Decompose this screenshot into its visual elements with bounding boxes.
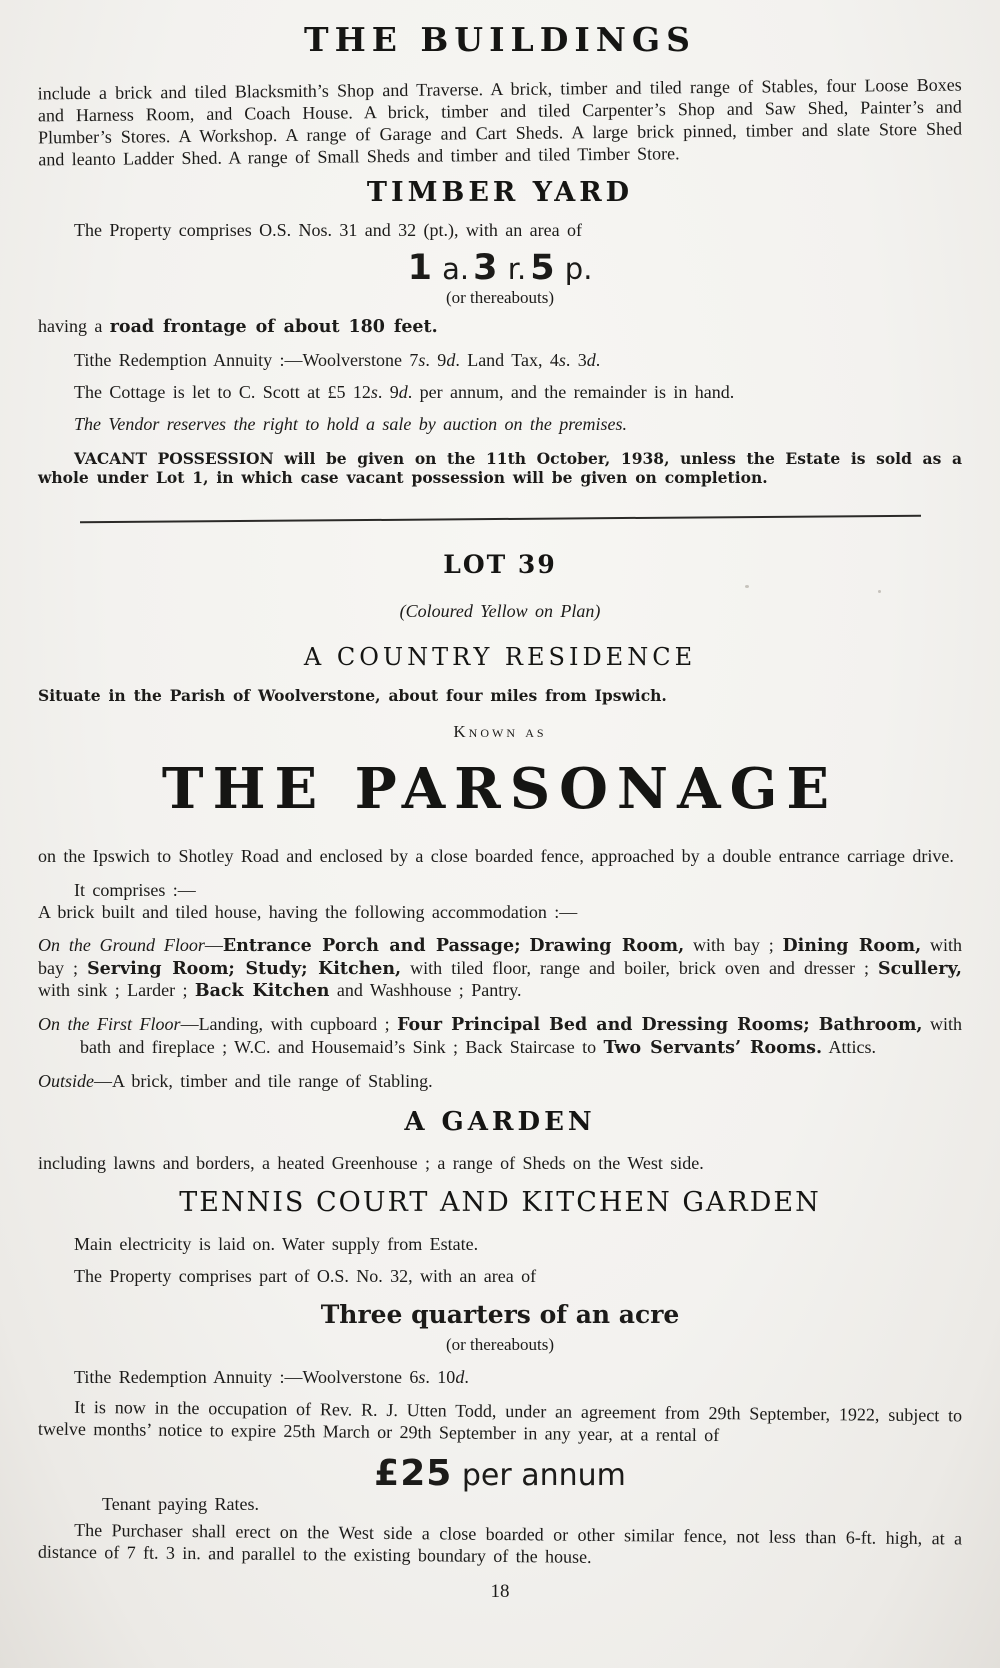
buildings-heading: THE BUILDINGS [304,20,696,59]
area-thereabouts: (or thereabouts) [445,287,555,307]
vacant-possession-paragraph: VACANT POSSESSION will be given on the 11th October, 1938, unless the Estate is sold as a whole under Lot 1, in which case vacant possession will be given on completion. [38,448,962,487]
property-area-intro: The Property comprises part of O.S. No. 32, with an area of [74,1265,537,1286]
acreage-thereabouts: (or thereabouts) [445,1334,555,1354]
occupation-paragraph: It is now in the occupation of Rev. R. J. Utten Todd, under an agreement from 29th September, 1922, subject to twelve months’ notice to expire 25th March or 29th September in any year, at a rental of [37,1396,963,1445]
lot-heading: LOT 39 [443,549,557,579]
location-paragraph: on the Ipswich to Shotley Road and enclosed by a close boarded fence, approached by a double entrance carriage drive. [38,845,954,866]
property-name-heading: THE PARSONAGE [161,755,839,822]
ground-floor-paragraph: On the Ground Floor—Entrance Porch and Passage; Drawing Room, with bay ; Dining Room, with bay ; Serving Room; Study; Kitchen, with tiled floor, range and boiler, brick oven and dresser ; Scullery, with sink ; Larder ; Back Kitchen and Washhouse ; Pantry. [38,935,962,1002]
tithe-annuity-line: Tithe Redemption Annuity :—Woolverstone 7s. 9d. Land Tax, 4s. 3d. [74,350,601,371]
situate-line: Situate in the Parish of Woolverstone, about four miles from Ipswich. [38,685,667,705]
vendor-reservation-note: The Vendor reserves the right to hold a sale by auction on the premises. [74,413,628,434]
road-frontage-line: having a road frontage of about 180 feet. [38,315,438,337]
scan-speck [745,585,749,588]
known-as-label: Known as [453,721,547,741]
timber-yard-heading: TIMBER YARD [366,176,634,208]
comprises-label: It comprises :— [74,879,196,900]
plan-colour-note: (Coloured Yellow on Plan) [399,600,601,621]
area-figure: 1 a. 3 r. 5 p. [407,247,593,288]
first-floor-paragraph: On the First Floor—Landing, with cupboard ; Four Principal Bed and Dressing Rooms; Bathroom, with bath and fireplace ; W.C. and Housemaid’s Sink ; Back Staircase to Two Servants’ Rooms. Attics. [38,1014,962,1058]
outside-line: Outside—A brick, timber and tile range of Stabling. [38,1070,433,1091]
cottage-tenancy-line: The Cottage is let to C. Scott at £5 12s. 9d. per annum, and the remainder is in hand. [74,382,735,402]
electricity-line: Main electricity is laid on. Water supply from Estate. [74,1233,479,1254]
purchaser-fence-paragraph: The Purchaser shall erect on the West side a close boarded or other similar fence, not less than 6-ft. high, at a distance of 7 ft. 3 in. and parallel to the existing boundary of the house. [37,1519,963,1567]
residence-heading: A COUNTRY RESIDENCE [303,642,697,671]
tithe-annuity-line-2: Tithe Redemption Annuity :—Woolverstone 6s. 10d. [74,1366,469,1387]
scan-speck [878,590,881,593]
tennis-court-heading: TENNIS COURT AND KITCHEN GARDEN [179,1186,821,1218]
garden-description: including lawns and borders, a heated Greenhouse ; a range of Sheds on the West side. [38,1152,704,1173]
acreage-heading: Three quarters of an acre [320,1299,680,1329]
house-description-line: A brick built and tiled house, having the following accommodation :— [38,901,578,922]
timber-yard-intro: The Property comprises O.S. Nos. 31 and 32 (pt.), with an area of [74,219,582,240]
page-number: 18 [490,1581,510,1603]
rent-figure: £25 per annum [374,1452,626,1494]
garden-heading: A GARDEN [404,1106,596,1137]
section-divider [80,514,921,523]
buildings-description: include a brick and tiled Blacksmith’s Shop and Traverse. A brick, timber and tiled range of Stables, four Loose Boxes and Harness Room, and Coach House. A brick, timber and tiled Carpenter’s Shop and Saw Shed, Painter’s and Plumber’s Stores. A Workshop. A range of Garage and Cart Sheds. A large brick pinned, timber and slate Store Shed and leanto Ladder Shed. A range of Small Sheds and timber and tiled Timber Store. [37,74,963,170]
tenant-rates-line: Tenant paying Rates. [102,1493,259,1514]
